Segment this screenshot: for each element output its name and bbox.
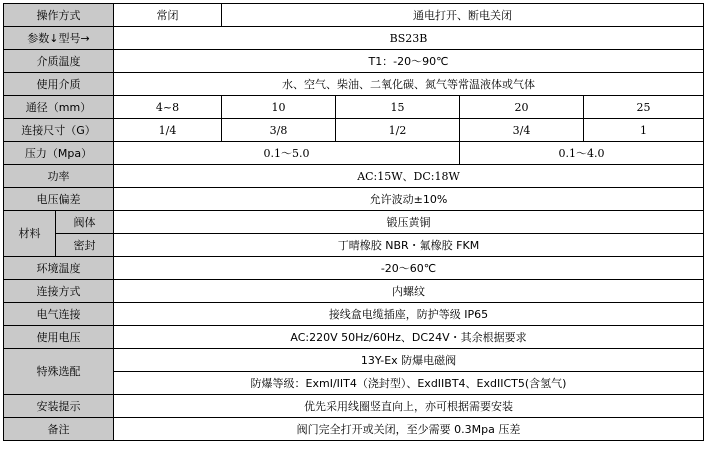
model-value: BS23B [114, 27, 704, 50]
power-value: AC:15W、DC:18W [114, 165, 704, 188]
medium-value: 水、空气、柴油、二氧化碳、氮气等常温液体或气体 [114, 73, 704, 96]
row-ambient-temp [4, 257, 704, 280]
row-install [4, 395, 704, 418]
thread-value: 1 [584, 119, 704, 142]
bore-value: 10 [222, 96, 336, 119]
voltage-deviation-label: 电压偏差 [4, 188, 114, 211]
connection-value: 内螺纹 [114, 280, 704, 303]
voltage-deviation-value: 允许波动±10% [114, 188, 704, 211]
medium-label: 使用介质 [4, 73, 114, 96]
operation-label: 操作方式 [4, 4, 114, 27]
ambient-temp-value: -20～60℃ [114, 257, 704, 280]
spec-table [3, 3, 704, 441]
electrical-value: 接线盒电缆插座，防护等级 IP65 [114, 303, 704, 326]
pressure-value: 0.1～4.0 [460, 142, 704, 165]
row-medium-temp [4, 50, 704, 73]
special-line-2: 防爆等级：ExmI/IIT4（浇封型）、ExdIIBT4、ExdIICT5(含氢气) [114, 372, 704, 395]
special-line-1: 13Y-Ex 防爆电磁阀 [114, 349, 704, 372]
thread-value: 1/2 [336, 119, 460, 142]
row-special-1 [4, 349, 704, 372]
install-label: 安装提示 [4, 395, 114, 418]
material-seal-value: 丁晴橡胶 NBR・氟橡胶 FKM [114, 234, 704, 257]
thread-value: 3/8 [222, 119, 336, 142]
medium-temp-value: T1：-20～90℃ [114, 50, 704, 73]
bore-value: 15 [336, 96, 460, 119]
thread-value: 3/4 [460, 119, 584, 142]
bore-value: 4~8 [114, 96, 222, 119]
thread-value: 1/4 [114, 119, 222, 142]
pressure-label: 压力（Mpa） [4, 142, 114, 165]
medium-temp-label: 介质温度 [4, 50, 114, 73]
row-electrical [4, 303, 704, 326]
material-label: 材料 [4, 211, 56, 257]
voltage-value: AC:220V 50Hz/60Hz、DC24V・其余根据要求 [114, 326, 704, 349]
material-body-value: 锻压黄铜 [114, 211, 704, 234]
operation-type: 常闭 [114, 4, 222, 27]
remark-label: 备注 [4, 418, 114, 441]
special-label: 特殊选配 [4, 349, 114, 395]
connection-label: 连接方式 [4, 280, 114, 303]
install-value: 优先采用线圈竖直向上，亦可根据需要安装 [114, 395, 704, 418]
row-power [4, 165, 704, 188]
row-thread [4, 119, 704, 142]
pressure-value: 0.1～5.0 [114, 142, 460, 165]
material-seal-label: 密封 [56, 234, 114, 257]
model-label: 参数↓型号→ [4, 27, 114, 50]
row-bore [4, 96, 704, 119]
row-voltage-deviation [4, 188, 704, 211]
operation-desc: 通电打开、断电关闭 [222, 4, 704, 27]
row-material-seal [4, 234, 704, 257]
remark-value: 阀门完全打开或关闭，至少需要 0.3Mpa 压差 [114, 418, 704, 441]
material-body-label: 阀体 [56, 211, 114, 234]
power-label: 功率 [4, 165, 114, 188]
row-voltage [4, 326, 704, 349]
row-operation [4, 4, 704, 27]
bore-value: 20 [460, 96, 584, 119]
row-remark [4, 418, 704, 441]
bore-value: 25 [584, 96, 704, 119]
row-model [4, 27, 704, 50]
ambient-temp-label: 环境温度 [4, 257, 114, 280]
electrical-label: 电气连接 [4, 303, 114, 326]
row-material-body [4, 211, 704, 234]
row-medium [4, 73, 704, 96]
bore-label: 通径（mm） [4, 96, 114, 119]
thread-label: 连接尺寸（G） [4, 119, 114, 142]
voltage-label: 使用电压 [4, 326, 114, 349]
row-pressure [4, 142, 704, 165]
row-connection [4, 280, 704, 303]
